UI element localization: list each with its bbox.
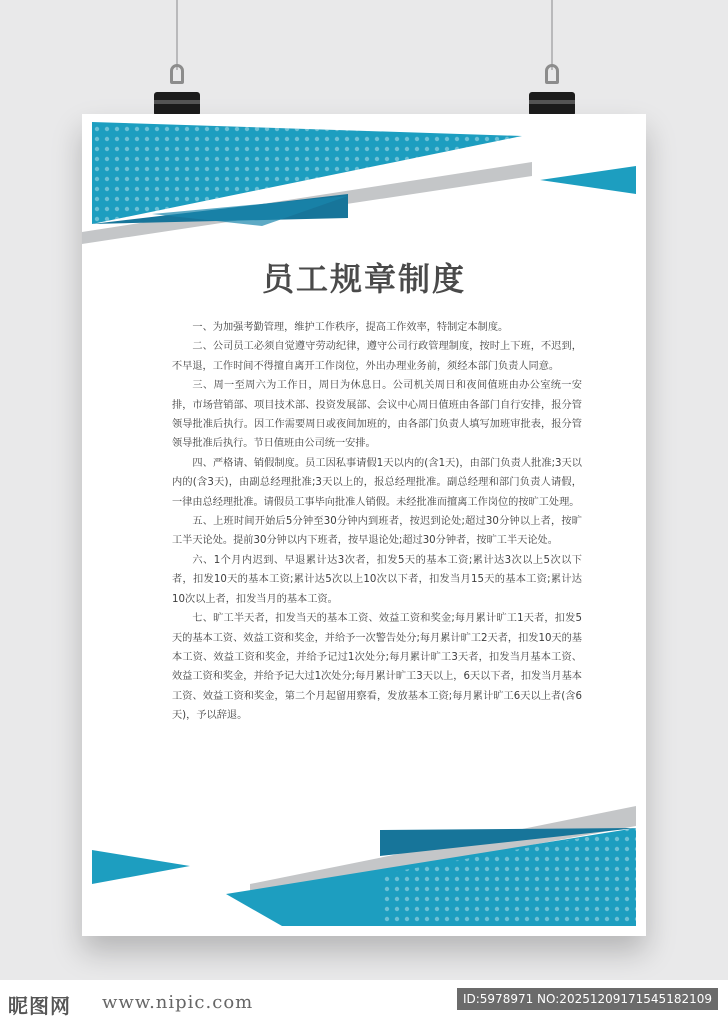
document-title: 员工规章制度 [261,260,466,298]
rule-paragraph-3: 三、周一至周六为工作日，周日为休息日。公司机关周日和夜间值班由办公室统一安排，市场营销部、项目技术部、投资发展部、会议中心周日值班由各部门自行安排，报分管领导批准后执行。因工作需要周日或夜间加班的，由各部门负责人填写加班审批表，报分管领导批准后执行。节日值班由公司统一安排。 [172,380,582,450]
poster-sheet [82,114,646,936]
hanging-wire-right [551,0,553,70]
rule-paragraph-4: 四、严格请、销假制度。员工因私事请假1天以内的(含1天)，由部门负责人批准;3天以内的(含3天)，由副总经理批准;3天以上的，报总经理批准。副总经理和部门负责人请假，一律由总经理批准。请假员工事毕向批准人销假。未经批准而擅离工作岗位的按旷工处理。 [172,457,582,508]
top-right-triangle [540,166,636,194]
rule-paragraph-6: 六、1个月内迟到、早退累计达3次者，扣发5天的基本工资;累计达3次以上5次以下者，扣发10天的基本工资;累计达5次以上10次以下者，扣发当月15天的基本工资;累计达10次以上者，扣发当月的基本工资。 [172,554,582,605]
watermark-url: www.nipic.com [102,992,254,1013]
rule-paragraph-7: 七、旷工半天者，扣发当天的基本工资、效益工资和奖金;每月累计旷工1天者，扣发5天的基本工资、效益工资和奖金，并给予一次警告处分;每月累计旷工2天者，扣发10天的基本工资、效益工资和奖金，并给予记过1次处分;每月累计旷工3天者，扣发当月基本工资、效益工资和奖金，并给予记大过1次处分;每月累计旷工3天以上，6天以下者，扣发当月基本工资、效益工资和奖金，第二个月起留用察看，发放基本工资;每月累计旷工6天以上者(含6天)，予以辞退。 [172,613,582,722]
watermark-bar [0,980,728,1024]
document-body [172,318,582,726]
watermark-logo: 昵图网 [8,994,71,1018]
bottom-left-triangle [92,850,190,884]
rule-paragraph-2: 二、公司员工必须自觉遵守劳动纪律，遵守公司行政管理制度，按时上下班，不迟到，不早退，工作时间不得擅自离开工作岗位，外出办理业务前，须经本部门负责人同意。 [172,341,582,372]
watermark-id: ID:5978971 NO:20251209171545182109 [457,988,718,1010]
hanging-wire-left [176,0,178,70]
rule-paragraph-1: 一、为加强考勤管理，维护工作秩序，提高工作效率，特制定本制度。 [192,322,509,333]
rule-paragraph-5: 五、上班时间开始后5分钟至30分钟内到班者，按迟到论处;超过30分钟以上者，按旷工半天论处。提前30分钟以内下班者，按早退论处;超过30分钟者，按旷工半天论处。 [172,516,582,547]
